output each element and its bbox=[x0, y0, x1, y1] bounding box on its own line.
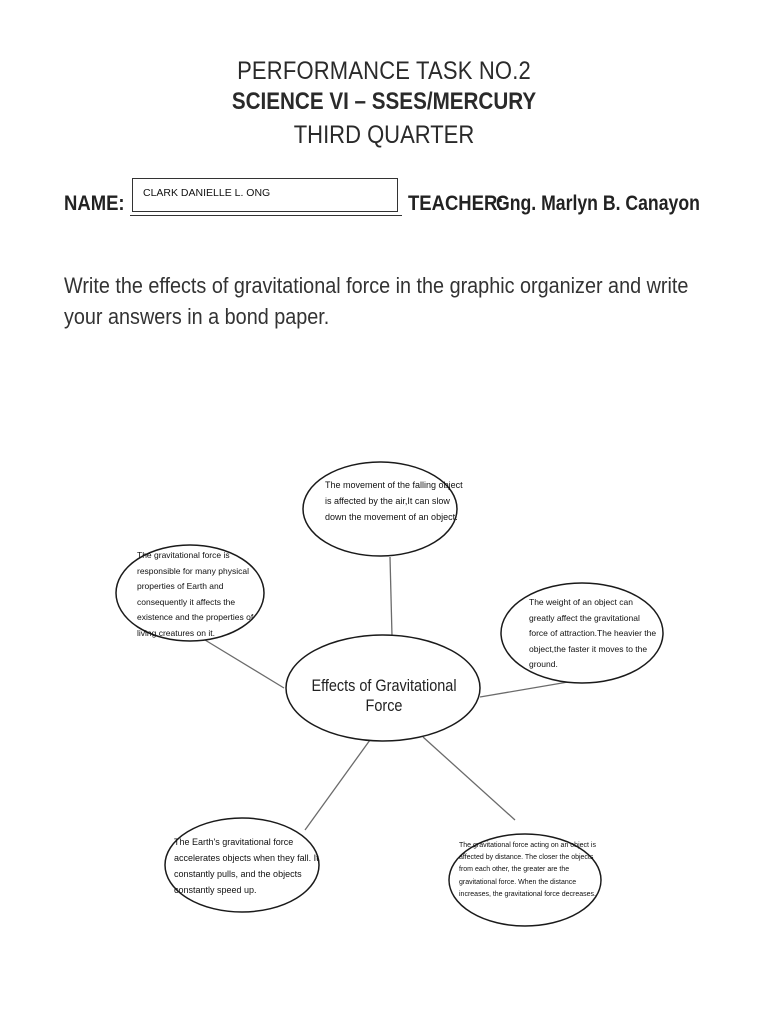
name-value: CLARK DANIELLE L. ONG bbox=[143, 187, 271, 199]
teacher-label: TEACHER: bbox=[408, 192, 504, 215]
task-title: PERFORMANCE TASK NO.2 bbox=[237, 57, 531, 85]
effect-top-text: The movement of the falling object is affected by the air,It can slow down the movement of an object. bbox=[325, 480, 463, 522]
effect-right-text: The weight of an object can greatly affect the gravitational force of attraction.The heavier the object,the faster it moves to the ground. bbox=[529, 597, 657, 669]
connector-bottom-left bbox=[305, 740, 370, 830]
center-label: Effects of Gravitational Force bbox=[311, 676, 457, 715]
connector-bottom-right bbox=[423, 737, 515, 820]
quarter-title: THIRD QUARTER bbox=[293, 121, 475, 149]
connector-right bbox=[480, 682, 568, 697]
connector-left bbox=[205, 640, 284, 688]
connector-top bbox=[390, 557, 392, 636]
teacher-name: Gng. Marlyn B. Canayon bbox=[496, 192, 700, 215]
effect-bottom-right-text: The gravitational force acting on an object is affected by distance. The closer the objects from each other, the greater are the gravitational force. When the distance increases, the gravitational force decreases. bbox=[459, 842, 596, 898]
instructions: Write the effects of gravitational force in the graphic organizer and write your answers in a bond paper. bbox=[64, 273, 689, 329]
subject-title: SCIENCE VI – SSES/MERCURY bbox=[231, 88, 537, 115]
effect-left-text: The gravitational force is responsible for many physical properties of Earth and consequently it affects the existence and the properties of living creatures on it. bbox=[137, 550, 254, 638]
effect-bottom-left-text: The Earth's gravitational force accelerates objects when they fall. It constantly pulls, and the objects constantly speed up. bbox=[174, 837, 319, 895]
name-label: NAME: bbox=[64, 192, 125, 215]
